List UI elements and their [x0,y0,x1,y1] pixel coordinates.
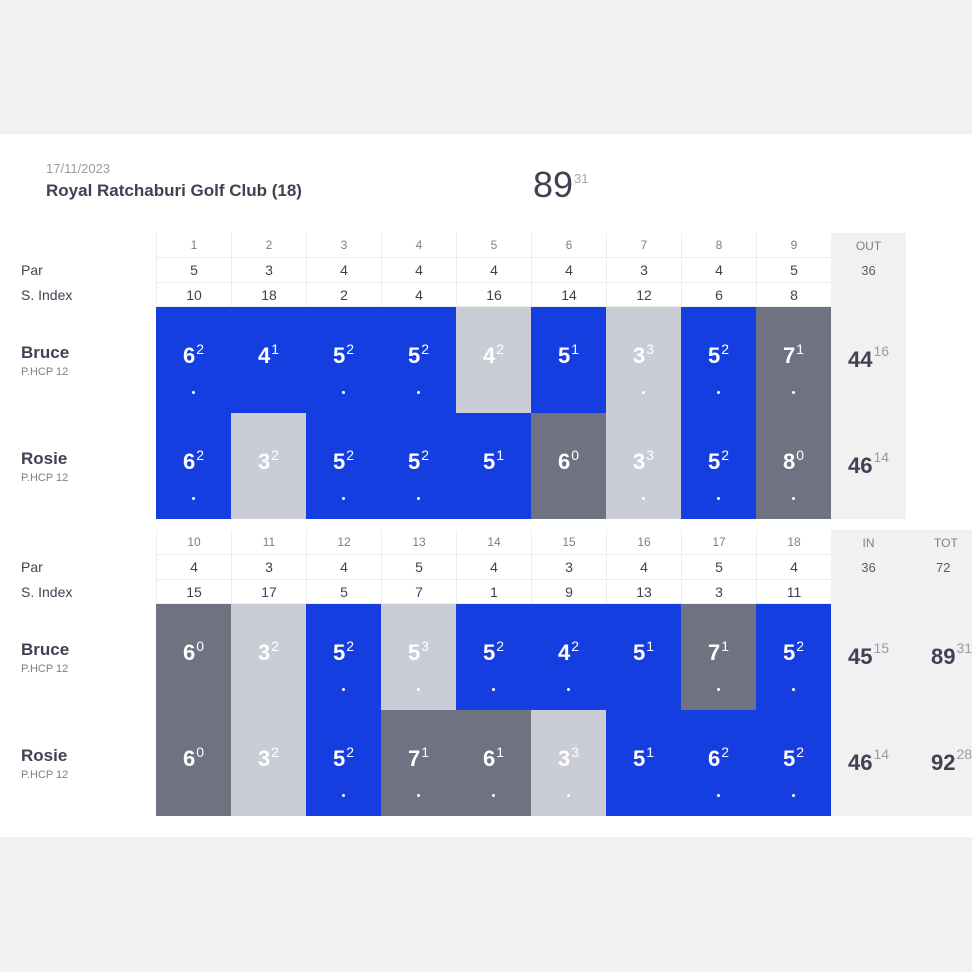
handicap-stroke-dot [417,794,420,797]
hole-score [681,343,756,369]
hole-points: 1 [721,638,730,654]
hole-points: 2 [721,341,730,357]
back-hole-number: 16 [606,530,681,555]
hole-score-cell[interactable] [531,604,606,710]
hole-points: 3 [646,447,655,463]
hole-score [456,343,531,369]
front-hole-number: 8 [681,233,756,258]
hole-score [156,343,231,369]
hole-score-cell[interactable] [756,710,831,816]
handicap-stroke-dot [417,391,420,394]
hole-strokes: 4 [482,343,496,368]
round-strokes: 92 [931,750,956,775]
front-hole-par: 4 [531,258,606,283]
front-hole-par: 4 [681,258,756,283]
handicap-stroke-dot [792,688,795,691]
back-hole-par: 4 [606,555,681,580]
round-score-strokes: 89 [533,164,574,205]
player-handicap: P.HCP 12 [21,472,69,484]
player-nine-total [831,307,906,413]
hole-score [306,449,381,475]
hole-points: 1 [421,744,430,760]
hole-points: 1 [646,744,655,760]
hole-strokes: 4 [557,640,571,665]
back-hole-number: 15 [531,530,606,555]
hole-points: 1 [496,447,505,463]
hole-score-cell[interactable] [306,604,381,710]
nine-points: 14 [873,449,890,465]
hole-strokes: 3 [257,746,271,771]
hole-points: 2 [346,744,355,760]
hole-score-cell[interactable] [381,307,456,413]
back-tot-header: TOT [934,535,958,550]
player-name: Rosie [21,449,68,468]
hole-points: 2 [796,638,805,654]
scorecard [0,134,972,837]
hole-score [381,343,456,369]
front-sindex-label: S. Index [21,287,73,303]
hole-score-cell[interactable] [456,710,531,816]
hole-points: 2 [271,638,280,654]
back-hole-sindex: 13 [606,580,681,604]
front-hole-par: 3 [606,258,681,283]
back-par-label: Par [21,559,43,575]
hole-score-cell[interactable] [156,604,231,710]
hole-score-cell[interactable] [306,413,381,519]
back-hole-sindex: 3 [681,580,756,604]
handicap-stroke-dot [342,391,345,394]
back-hole-sindex: 7 [381,580,456,604]
back-hole-number: 10 [156,530,231,555]
hole-score-cell[interactable] [681,413,756,519]
back-hole-par: 4 [756,555,831,580]
hole-strokes: 7 [782,343,796,368]
hole-score-cell[interactable] [231,307,306,413]
hole-score-cell[interactable] [456,604,531,710]
hole-score-cell[interactable] [681,604,756,710]
front-hole-sindex: 14 [531,283,606,307]
front-sum-par: 36 [861,263,876,278]
hole-points: 2 [271,744,280,760]
handicap-stroke-dot [792,794,795,797]
player-round-total [906,604,972,710]
hole-points: 2 [496,341,505,357]
hole-score [606,343,681,369]
hole-points: 0 [196,638,205,654]
hole-score-cell[interactable] [306,710,381,816]
hole-strokes: 5 [782,640,796,665]
handicap-stroke-dot [192,391,195,394]
player-round-total [906,710,972,816]
hole-score [306,640,381,666]
handicap-stroke-dot [417,688,420,691]
hole-points: 0 [796,447,805,463]
front-hole-sindex: 4 [381,283,456,307]
hole-score [306,746,381,772]
hole-points: 2 [721,447,730,463]
hole-points: 2 [421,341,430,357]
front-hole-sindex: 2 [306,283,381,307]
front-hole-sindex: 8 [756,283,831,307]
hole-score [606,449,681,475]
handicap-stroke-dot [792,497,795,500]
hole-strokes: 7 [707,640,721,665]
hole-points: 1 [571,341,580,357]
handicap-stroke-dot [342,497,345,500]
front-hole-sindex: 18 [231,283,306,307]
player-nine-total [831,413,906,519]
back-hole-sindex: 1 [456,580,531,604]
hole-points: 2 [346,638,355,654]
hole-strokes: 6 [482,746,496,771]
hole-strokes: 4 [257,343,271,368]
handicap-stroke-dot [342,794,345,797]
hole-score [306,343,381,369]
front-hole-par: 3 [231,258,306,283]
hole-score [156,746,231,772]
hole-strokes: 5 [482,449,496,474]
back-hole-number: 18 [756,530,831,555]
hole-score [681,449,756,475]
handicap-stroke-dot [792,391,795,394]
handicap-stroke-dot [417,497,420,500]
back-hole-par: 4 [156,555,231,580]
hole-points: 3 [421,638,430,654]
hole-strokes: 5 [407,343,421,368]
hole-score [456,640,531,666]
handicap-stroke-dot [717,497,720,500]
hole-strokes: 5 [707,449,721,474]
back-hole-number: 14 [456,530,531,555]
hole-score-cell[interactable] [756,604,831,710]
back-hole-number: 13 [381,530,456,555]
handicap-stroke-dot [717,794,720,797]
hole-points: 0 [196,744,205,760]
hole-score-cell[interactable] [531,710,606,816]
handicap-stroke-dot [717,688,720,691]
hole-score [456,746,531,772]
hole-strokes: 6 [182,343,196,368]
nine-points: 14 [873,746,890,762]
hole-points: 2 [571,638,580,654]
front-hole-par: 5 [756,258,831,283]
hole-points: 2 [271,447,280,463]
hole-score-cell[interactable] [681,307,756,413]
hole-strokes: 6 [182,640,196,665]
hole-strokes: 3 [632,343,646,368]
hole-score-cell[interactable] [231,604,306,710]
hole-strokes: 3 [257,640,271,665]
front-hole-sindex: 10 [156,283,231,307]
hole-strokes: 5 [632,746,646,771]
hole-strokes: 6 [557,449,571,474]
handicap-stroke-dot [492,688,495,691]
back-sindex-label: S. Index [21,584,73,600]
front-hole-number: 5 [456,233,531,258]
player-handicap: P.HCP 12 [21,366,69,378]
hole-score [381,640,456,666]
hole-score [231,640,306,666]
hole-score [231,449,306,475]
hole-score [606,746,681,772]
hole-score-cell[interactable] [306,307,381,413]
hole-points: 0 [571,447,580,463]
round-strokes: 89 [931,644,956,669]
hole-score [531,746,606,772]
hole-strokes: 5 [332,449,346,474]
back-hole-par: 4 [306,555,381,580]
back-hole-sindex: 9 [531,580,606,604]
hole-score-cell[interactable] [456,307,531,413]
front-hole-sindex: 12 [606,283,681,307]
hole-strokes: 5 [782,746,796,771]
hole-strokes: 3 [557,746,571,771]
hole-score-cell[interactable] [381,413,456,519]
front-hole-number: 9 [756,233,831,258]
hole-score [756,746,831,772]
back-hole-number: 11 [231,530,306,555]
hole-strokes: 3 [632,449,646,474]
round-points: 28 [956,746,972,762]
hole-points: 2 [196,341,205,357]
hole-points: 1 [271,341,280,357]
hole-score [531,640,606,666]
back-tot-par: 72 [936,560,951,575]
hole-score-cell[interactable] [156,710,231,816]
player-handicap: P.HCP 12 [21,769,69,781]
front-hole-par: 5 [156,258,231,283]
hole-score-cell[interactable] [231,710,306,816]
round-date: 17/11/2023 [46,161,111,176]
hole-points: 2 [346,341,355,357]
hole-score [681,640,756,666]
handicap-stroke-dot [342,688,345,691]
hole-score [381,449,456,475]
handicap-stroke-dot [492,794,495,797]
back-hole-par: 3 [531,555,606,580]
hole-strokes: 5 [332,343,346,368]
player-name: Bruce [21,343,70,362]
hole-score-cell[interactable] [456,413,531,519]
hole-score-cell[interactable] [681,710,756,816]
hole-strokes: 5 [557,343,571,368]
handicap-stroke-dot [567,688,570,691]
hole-score [231,746,306,772]
nine-strokes: 44 [847,347,873,372]
hole-score [231,343,306,369]
hole-score [756,449,831,475]
nine-points: 15 [873,640,890,656]
player-nine-total [831,604,906,710]
back-hole-par: 3 [231,555,306,580]
hole-score-cell[interactable] [381,604,456,710]
hole-points: 1 [796,341,805,357]
back-hole-sindex: 5 [306,580,381,604]
nine-strokes: 46 [847,750,873,775]
hole-strokes: 7 [407,746,421,771]
hole-score-cell[interactable] [606,710,681,816]
hole-score-cell[interactable] [606,307,681,413]
handicap-stroke-dot [642,497,645,500]
hole-strokes: 5 [632,640,646,665]
hole-strokes: 5 [482,640,496,665]
back-hole-sindex: 17 [231,580,306,604]
hole-strokes: 5 [407,449,421,474]
hole-strokes: 6 [707,746,721,771]
hole-score-cell[interactable] [156,307,231,413]
back-hole-par: 5 [381,555,456,580]
player-nine-total [831,710,906,816]
round-points: 31 [956,640,972,656]
hole-score-cell[interactable] [756,413,831,519]
nine-strokes: 45 [847,644,873,669]
hole-score-cell[interactable] [606,604,681,710]
handicap-stroke-dot [717,391,720,394]
hole-points: 1 [646,638,655,654]
hole-points: 2 [796,744,805,760]
round-score-points: 31 [574,171,589,186]
hole-score [156,449,231,475]
nine-strokes: 46 [847,453,873,478]
hole-score [756,343,831,369]
hole-score-cell[interactable] [756,307,831,413]
handicap-stroke-dot [642,391,645,394]
handicap-stroke-dot [567,794,570,797]
hole-points: 1 [496,744,505,760]
club-name: Royal Ratchaburi Golf Club (18) [46,181,302,200]
hole-score-cell[interactable] [381,710,456,816]
hole-points: 2 [196,447,205,463]
hole-points: 2 [346,447,355,463]
front-hole-number: 6 [531,233,606,258]
hole-points: 3 [571,744,580,760]
hole-score [381,746,456,772]
hole-strokes: 6 [182,449,196,474]
player-name: Bruce [21,640,70,659]
hole-strokes: 5 [407,640,421,665]
hole-score-cell[interactable] [531,307,606,413]
round-score [533,164,589,206]
back-hole-number: 12 [306,530,381,555]
hole-strokes: 5 [332,746,346,771]
player-handicap: P.HCP 12 [21,663,69,675]
front-hole-number: 7 [606,233,681,258]
back-hole-sindex: 15 [156,580,231,604]
back-sum-header: IN [862,535,875,550]
hole-points: 2 [421,447,430,463]
front-par-label: Par [21,262,43,278]
hole-points: 2 [721,744,730,760]
back-sum-par: 36 [861,560,876,575]
back-hole-par: 4 [456,555,531,580]
hole-strokes: 5 [332,640,346,665]
front-hole-number: 1 [156,233,231,258]
hole-score [756,640,831,666]
back-hole-par: 5 [681,555,756,580]
hole-strokes: 5 [707,343,721,368]
front-hole-par: 4 [381,258,456,283]
nine-points: 16 [873,343,890,359]
hole-score [156,640,231,666]
front-hole-sindex: 16 [456,283,531,307]
hole-points: 2 [496,638,505,654]
hole-score [456,449,531,475]
back-hole-number: 17 [681,530,756,555]
hole-strokes: 6 [182,746,196,771]
hole-score [606,640,681,666]
hole-score [681,746,756,772]
hole-strokes: 3 [257,449,271,474]
hole-score-cell[interactable] [531,413,606,519]
hole-score [531,449,606,475]
front-hole-number: 2 [231,233,306,258]
hole-score-cell[interactable] [156,413,231,519]
front-hole-sindex: 6 [681,283,756,307]
hole-strokes: 8 [782,449,796,474]
hole-points: 3 [646,341,655,357]
hole-score-cell[interactable] [231,413,306,519]
front-hole-par: 4 [456,258,531,283]
back-hole-sindex: 11 [756,580,831,604]
handicap-stroke-dot [192,497,195,500]
front-hole-par: 4 [306,258,381,283]
front-hole-number: 4 [381,233,456,258]
front-sum-header: OUT [855,238,882,253]
player-name: Rosie [21,746,68,765]
hole-score [531,343,606,369]
hole-score-cell[interactable] [606,413,681,519]
front-hole-number: 3 [306,233,381,258]
